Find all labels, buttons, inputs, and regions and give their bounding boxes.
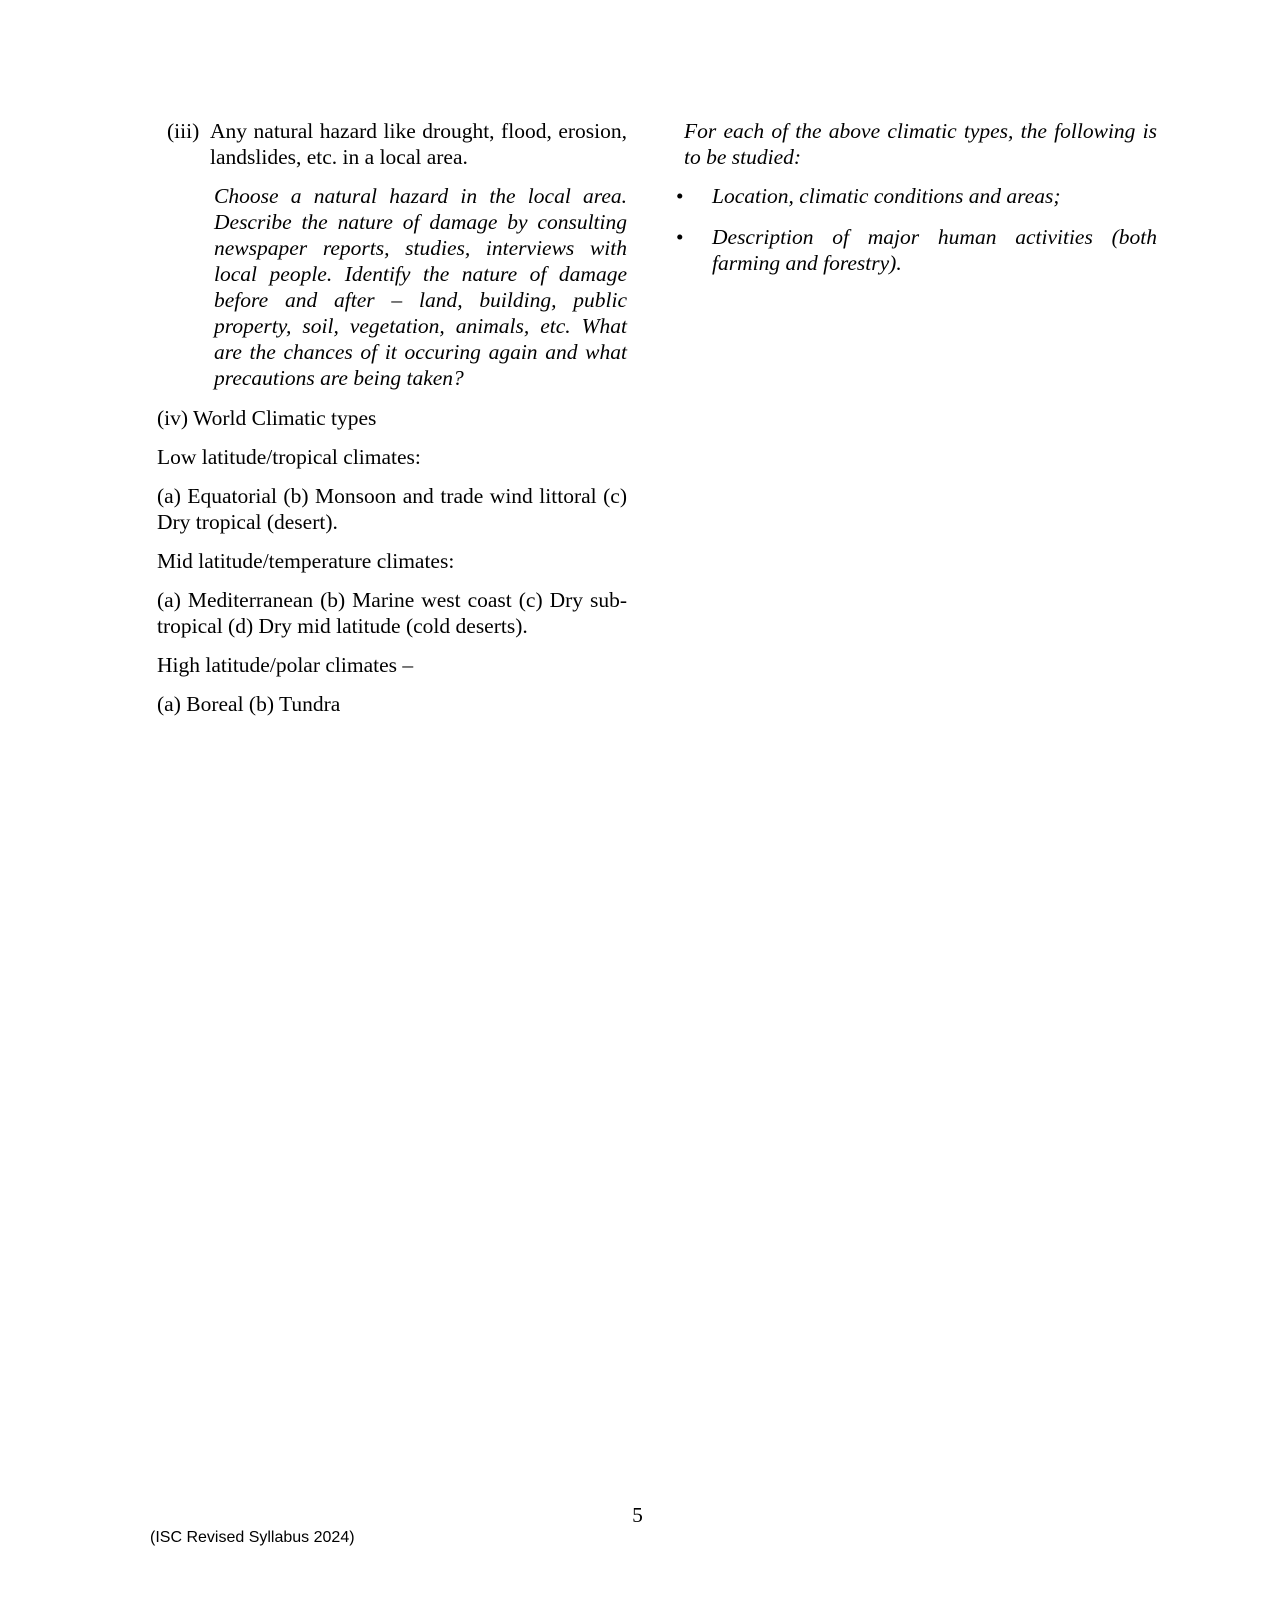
high-latitude-heading: High latitude/polar climates –: [157, 653, 414, 677]
bullet-text: Location, climatic conditions and areas;: [712, 184, 1061, 208]
list-item: [676, 224, 1157, 276]
bullet-icon: •: [676, 184, 684, 208]
list-item: [676, 183, 1157, 209]
bullet-icon: •: [676, 225, 684, 249]
study-bullet-list: [676, 183, 1157, 276]
hazard-instructions: Choose a natural hazard in the local area. Describe the nature of damage by consulting newspaper reports, studies, interviews with local people. Identify the nature of damage before and after – land, building, public property, soil, vegetation, animals, etc. What are the chances of it occuring again and what precautions are being taken?: [214, 184, 627, 390]
low-latitude-heading: Low latitude/tropical climates:: [157, 445, 421, 469]
page-number: 5: [632, 1503, 643, 1527]
mid-latitude-list: (a) Mediterranean (b) Marine west coast (c) Dry sub-tropical (d) Dry mid latitude (cold deserts).: [157, 588, 627, 638]
bullet-text: Description of major human activities (both farming and forestry).: [712, 225, 1157, 275]
mid-latitude-heading: Mid latitude/temperature climates:: [157, 549, 455, 573]
item-iii-number: (iii): [167, 119, 200, 143]
right-column: [676, 118, 1157, 291]
item-iii: [157, 118, 627, 170]
low-latitude-list: (a) Equatorial (b) Monsoon and trade wind littoral (c) Dry tropical (desert).: [157, 484, 627, 534]
left-column: [157, 118, 627, 717]
item-iii-text: Any natural hazard like drought, flood, erosion, landslides, etc. in a local area.: [210, 119, 627, 169]
high-latitude-list: (a) Boreal (b) Tundra: [157, 692, 341, 716]
right-column-intro: For each of the above climatic types, the following is to be studied:: [684, 119, 1157, 169]
item-iv-heading: (iv) World Climatic types: [157, 406, 377, 430]
footer-note: (ISC Revised Syllabus 2024): [150, 1529, 355, 1546]
